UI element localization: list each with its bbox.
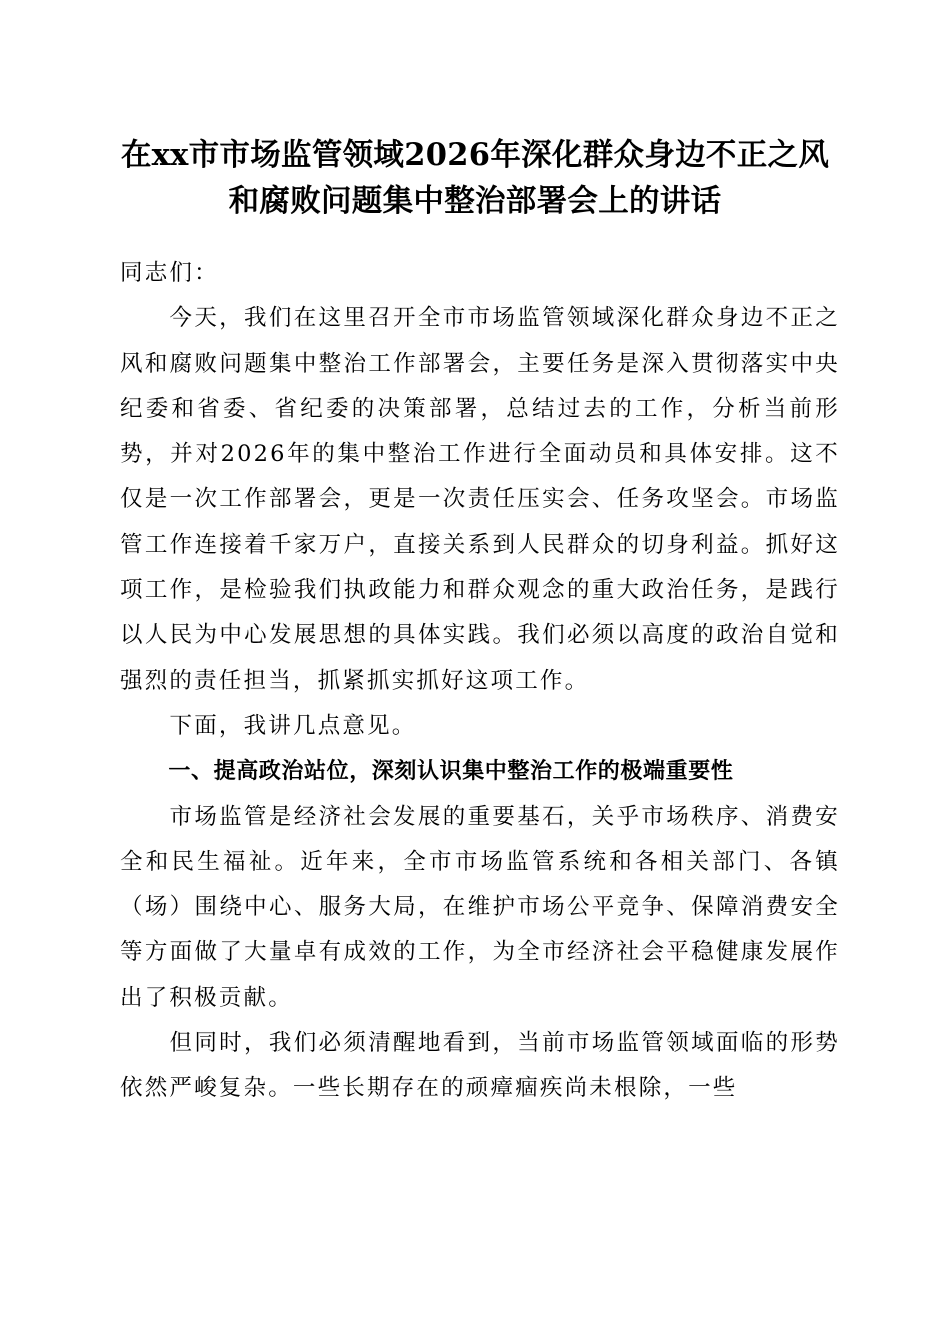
- section-heading: 一、提高政治站位，深刻认识集中整治工作的极端重要性: [168, 759, 734, 785]
- paragraph-section-1: 市场监管是经济社会发展的重要基石，关乎市场秩序、消费安全和民生福祉。近年来，全市市场监管系统和各相关部门、各镇（场）围绕中心、服务大局，在维护市场公平竞争、保障消费安全等方面做了大量卓有成效的工作，为全市经济社会平稳健康发展作出了积极贡献。: [120, 803, 840, 1011]
- document-title: 在xx市市场监管领域2026年深化群众身边不正之风和腐败问题集中整治部署会上的讲话: [120, 137, 830, 219]
- paragraph-opening: 今天，我们在这里召开全市市场监管领域深化群众身边不正之风和腐败问题集中整治工作部署会，主要任务是深入贯彻落实中央纪委和省委、省纪委的决策部署，总结过去的工作，分析当前形势，并对2026年的集中整治工作进行全面动员和具体安排。这不仅是一次工作部署会，更是一次责任压实会、任务攻坚会。市场监管工作连接着千家万户，直接关系到人民群众的切身利益。抓好这项工作，是检验我们执政能力和群众观念的重大政治任务，是践行以人民为中心发展思想的具体实践。我们必须以高度的政治自觉和强烈的责任担当，抓紧抓实抓好这项工作。: [120, 305, 840, 694]
- paragraph-transition: 下面，我讲几点意见。: [169, 712, 417, 739]
- paragraph-section-2: 但同时，我们必须清醒地看到，当前市场监管领域面临的形势依然严峻复杂。一些长期存在的顽瘴痼疾尚未根除，一些: [120, 1030, 840, 1102]
- greeting: 同志们：: [120, 260, 219, 286]
- document-body: [120, 251, 840, 1112]
